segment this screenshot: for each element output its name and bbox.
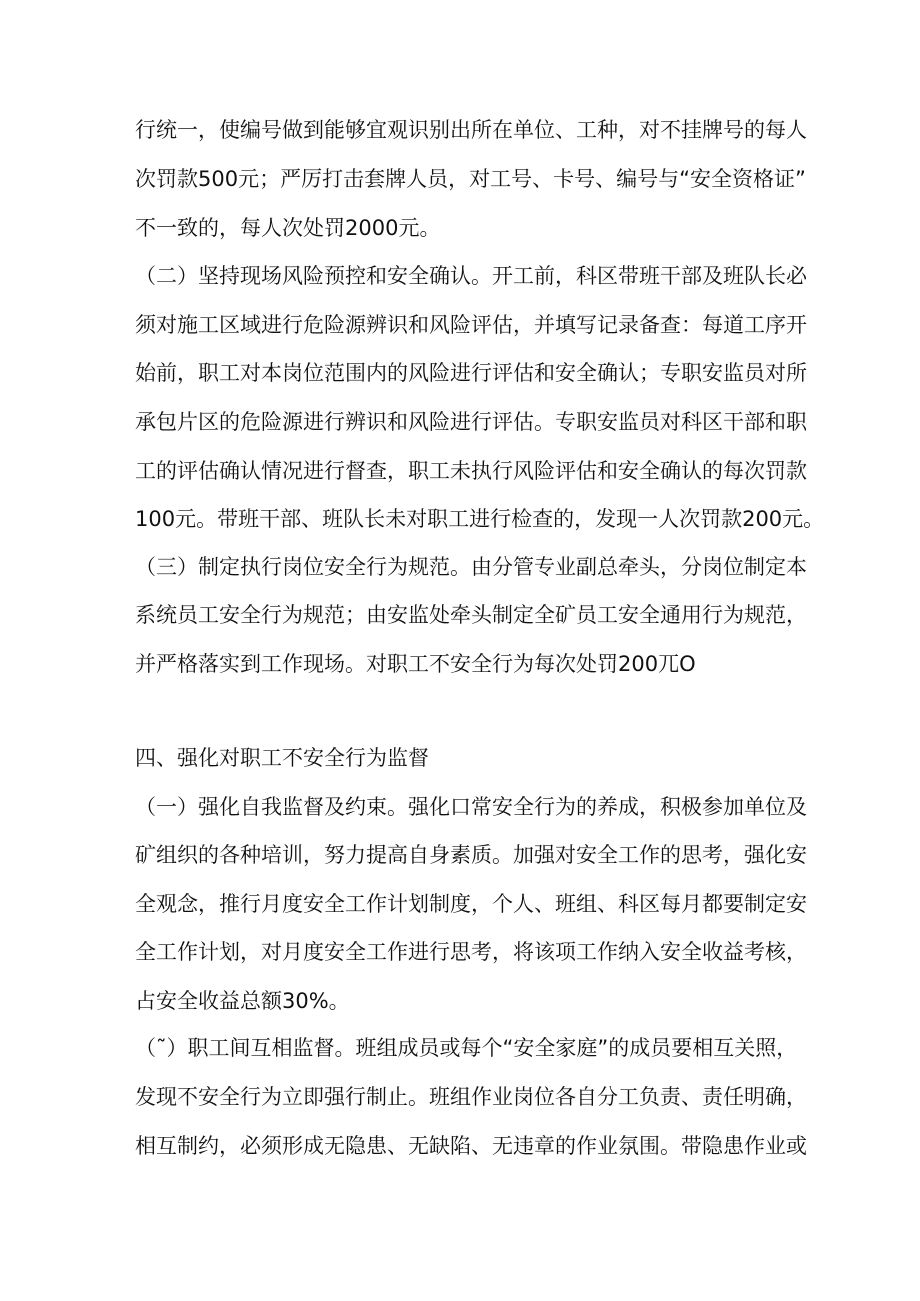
text-line: 系统员工安全行为规范；由安监处牵头制定全矿员工安全通用行为规范， bbox=[135, 603, 807, 627]
text-line: 不一致的，每人次处罚2000元。 bbox=[135, 216, 441, 240]
text-line: 占安全收益总额30%。 bbox=[135, 989, 350, 1013]
section-heading: 四、强化对职工不安全行为监督 bbox=[135, 746, 429, 770]
text-line: 须对施工区域进行危险源辨识和风险评估，并填写记录备查：每道工序开 bbox=[135, 313, 807, 337]
text-line: 工的评估确认情况进行督查，职工未执行风险评估和安全确认的每次罚款 bbox=[135, 459, 807, 483]
text-line: 承包片区的危险源进行辨识和风险进行评估。专职安监员对科区干部和职 bbox=[135, 410, 807, 434]
text-line: 矿组织的各种培训，努力提高自身素质。加强对安全工作的思考，强化安 bbox=[135, 843, 807, 867]
text-line: 行统一，使编号做到能够宜观识别出所在单位、工种，对不挂牌号的每人 bbox=[135, 118, 807, 142]
text-line: 始前，职工对本岗位范围内的风险进行评估和安全确认；专职安监员对所 bbox=[135, 361, 807, 385]
text-line: 并严格落实到工作现场。对职工不安全行为每次处罚200兀O bbox=[135, 652, 696, 676]
text-line: 100元。带班干部、班队长未对职工进行检查的，发现一人次罚款200元。 bbox=[135, 507, 825, 531]
text-line: （一）强化自我监督及约束。强化口常安全行为的养成，积极参加单位及 bbox=[135, 795, 807, 819]
text-line: （二）坚持现场风险预控和安全确认。开工前，科区带班干部及班队长必 bbox=[135, 264, 807, 288]
text-line: 全观念，推行月度安全工作计划制度，个人、班组、科区每月都要制定安 bbox=[135, 892, 807, 916]
text-line: 全工作计划，对月度安全工作进行思考，将该项工作纳入安全收益考核， bbox=[135, 940, 807, 964]
text-line: 发现不安全行为立即强行制止。班组作业岗位各自分工负责、责任明确， bbox=[135, 1085, 807, 1109]
text-line: （三）制定执行岗位安全行为规范。由分管专业副总牵头，分岗位制定本 bbox=[135, 555, 807, 579]
text-line: 相互制约，必须形成无隐患、无缺陷、无违章的作业氛围。带隐患作业或 bbox=[135, 1134, 807, 1158]
text-line: 次罚款500元；严厉打击套牌人员，对工号、卡号、编号与“安全资格证” bbox=[135, 167, 806, 191]
text-line: （˜）职工间互相监督。班组成员或每个“安全家庭”的成员要相互关照， bbox=[135, 1036, 798, 1060]
